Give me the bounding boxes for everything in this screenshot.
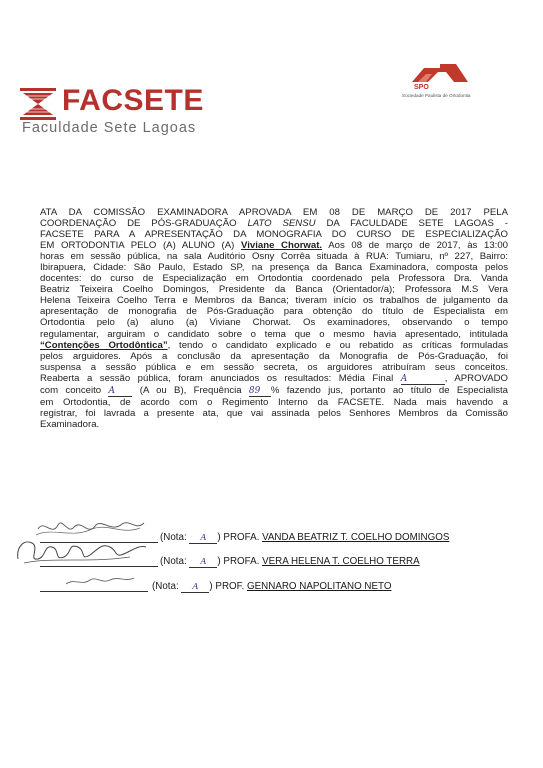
nota-close: ) xyxy=(209,581,213,592)
signature-line xyxy=(40,591,148,592)
ata-line xyxy=(40,218,508,229)
signature-info xyxy=(160,532,449,544)
frequencia-field[interactable]: 89 xyxy=(249,387,271,397)
signature-drawing xyxy=(10,533,150,569)
ata-line: regulamentar, arguiram o candidato sobre o tema que o mesmo havia apresentado, intitulada xyxy=(40,328,508,340)
signer-title: PROF. xyxy=(215,581,245,592)
spo-caption: Sociedade Paulista de Ortodontia xyxy=(402,93,471,98)
ata-line: em Ortodontia, de acordo com o Regimento Interno da FACSETE. Nada mais havendo a xyxy=(40,396,508,408)
ata-text: , tendo o candidato explicado e ou rebatido as críticas formuladas xyxy=(167,339,508,351)
nota-label: (Nota: xyxy=(160,532,187,543)
ata-text: DA FACULDADE SETE LAGOAS - xyxy=(326,218,508,230)
ata-line: Beatriz Teixeira Coelho Domingos, Presidente da Banca (Orientador/a); Professora M.S Vera xyxy=(40,284,508,296)
student-name: Viviane Chorwat. xyxy=(240,240,323,252)
signer-title: PROFA. xyxy=(223,556,260,567)
nota-close: ) xyxy=(217,532,221,543)
signature-row-2 xyxy=(40,555,510,569)
signature-info xyxy=(152,581,391,593)
ata-line: suspensa a sessão pública e em sessão secreta, os arguidores atribuíram seus conceitos. xyxy=(40,361,508,373)
ata-line: Ortodontia pelo (a) aluno (a) Viviane Chorwat. Os examinadores, observando o tempo xyxy=(40,317,508,329)
nota-close: ) xyxy=(217,556,221,567)
signature-line xyxy=(40,566,158,567)
facsete-name: FACSETE xyxy=(62,84,204,117)
lato-sensu: LATO SENSU xyxy=(247,218,316,230)
ata-line: registrar, foi lavrada a presente ata, que vai assinada pelos Senhores Membros da Comissão xyxy=(40,407,508,419)
spo-logo xyxy=(396,62,516,110)
nota-value[interactable]: A xyxy=(189,533,217,544)
ata-line: apresentação de monografia de Pós-Graduação para obtenção do título de Especialista em xyxy=(40,306,508,318)
nota-value[interactable]: A xyxy=(189,557,217,568)
ata-line xyxy=(40,340,508,351)
spo-acronym: SPO xyxy=(414,84,429,91)
signer-name: VERA HELENA T. COELHO TERRA xyxy=(262,556,420,567)
facsete-emblem-icon xyxy=(20,88,56,120)
ata-body xyxy=(40,207,508,430)
monograph-title: “Contenções Ortodôntica” xyxy=(40,339,168,351)
ata-text: Reaberta a sessão pública, foram anunciados os resultados: Média Final xyxy=(40,372,394,384)
ata-line: pelos arguidores. Após a conclusão da apresentação da Monografia de Pós-Graduação, foi xyxy=(40,350,508,362)
ata-line: horas em sessão pública, na sala Auditório Osny Corrêa situada à RUA: Tumiaru, nº 227, Bairro: xyxy=(40,251,508,263)
nota-label: (Nota: xyxy=(152,581,179,592)
conceito-field[interactable]: A xyxy=(108,387,132,397)
signature-drawing xyxy=(60,570,140,592)
ata-line xyxy=(40,240,508,251)
ata-text: Aos 08 de março de 2017, às 13:00 xyxy=(328,240,508,252)
signature-info xyxy=(160,556,420,568)
facsete-logo xyxy=(20,86,220,150)
nota-label: (Nota: xyxy=(160,556,187,567)
ata-text: , APROVADO xyxy=(444,372,509,384)
ata-line: Helena Teixeira Coelho Terra e Membros da Banca; tiveram início os trabalhos de julgamento da xyxy=(40,295,508,307)
ata-text: (A ou B), Frequência xyxy=(139,384,242,396)
ata-line: FACSETE PARA A APRESENTAÇÃO DA MONOGRAFIA DO CURSO DE ESPECIALIZAÇÃO xyxy=(40,229,508,241)
ata-line xyxy=(40,373,508,385)
ata-line: docentes: do curso de Especialização em Ortodontia coordenado pela Professora Dra. Vanda xyxy=(40,273,508,285)
ata-line xyxy=(40,385,508,397)
facsete-subtitle: Faculdade Sete Lagoas xyxy=(22,120,197,136)
ata-text: EM ORTODONTIA PELO (A) ALUNO (A) xyxy=(40,240,235,252)
signer-name: GENNARO NAPOLITANO NETO xyxy=(247,581,392,592)
signature-row-3 xyxy=(40,580,510,594)
ata-text: com conceito xyxy=(40,384,102,396)
nota-value[interactable]: A xyxy=(181,582,209,593)
ata-line: Ibirapuera, Cidade: São Paulo, Estado SP, na presença da Banca Examinadora, composta pelos xyxy=(40,262,508,274)
spo-emblem-icon xyxy=(410,62,470,84)
ata-line: Examinadora. xyxy=(40,418,100,430)
ata-text: COORDENAÇÃO DE PÓS-GRADUAÇÃO xyxy=(40,218,237,230)
signer-title: PROFA. xyxy=(223,532,260,543)
ata-text: % fazendo jus, portanto ao título de Especialista xyxy=(270,384,509,396)
ata-line: ATA DA COMISSÃO EXAMINADORA APROVADA EM 08 DE MARÇO DE 2017 PELA xyxy=(40,207,508,218)
media-final-field[interactable]: A xyxy=(401,375,445,385)
signer-name: VANDA BEATRIZ T. COELHO DOMINGOS xyxy=(262,532,450,543)
